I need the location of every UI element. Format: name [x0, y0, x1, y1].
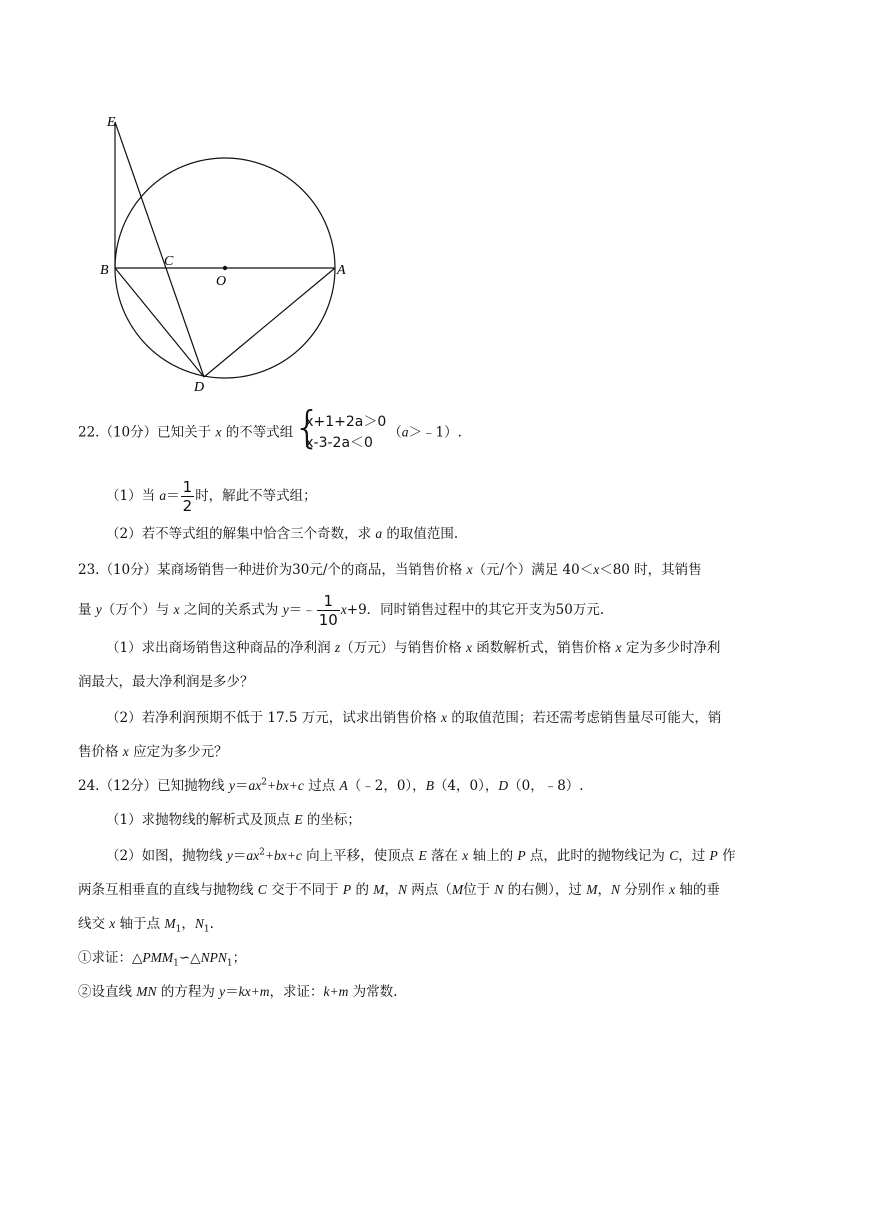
- q24-sub2-line2: [78, 878, 720, 898]
- q24-s2l3-b: 轴于点: [115, 916, 165, 932]
- q24-l1-e: （0，﹣8）.: [508, 778, 584, 794]
- q24-sub2-line3: [78, 912, 214, 935]
- q22-mid: 的不等式组: [221, 424, 294, 441]
- q23-sub2: [106, 706, 721, 726]
- label-b: B: [100, 263, 109, 278]
- q22-cond-pre: （: [388, 424, 402, 441]
- q24-sub2: [106, 844, 736, 864]
- frac-num: 1: [317, 592, 340, 611]
- q24-l1-D: D: [498, 778, 509, 793]
- q24-p2-eq: ＝: [225, 984, 239, 1000]
- frac-num: 1: [182, 478, 193, 496]
- q24-s2l2-e: 两点（: [407, 882, 452, 898]
- q23-s1-a: （1）求出商场销售这种商品的净利润: [106, 640, 335, 656]
- q23-s1-d: 定为多少时净利: [621, 640, 721, 656]
- segment-ed: [115, 122, 204, 377]
- q24-s1-E: E: [294, 812, 303, 827]
- q24-part1: [78, 946, 246, 969]
- q23-l2-a: 量: [78, 602, 96, 618]
- q23-s1-x2: x: [615, 640, 622, 655]
- q23-line2: [78, 592, 604, 629]
- q24-line1: [78, 774, 584, 794]
- q24-s2l3-x: x: [109, 916, 116, 931]
- q24-s2l2-j: 轴的垂: [675, 882, 720, 898]
- q22-cond-post: ＞﹣1）.: [408, 424, 462, 441]
- q24-p2-a: ②设直线: [78, 984, 137, 1000]
- q24-p1-b: ；: [232, 950, 247, 966]
- q22-s2-var: a: [375, 526, 383, 541]
- q24-s2-f: ，过: [678, 848, 710, 864]
- q24-p2-d: 为常数.: [348, 984, 398, 1000]
- q24-s2l2-b: 交于不同于: [266, 882, 343, 898]
- q23-s1-c: 函数解析式，销售价格: [471, 640, 616, 656]
- label-d: D: [194, 380, 205, 395]
- q24-s2l3-M1: 1: [175, 924, 182, 935]
- q24-s2-b: 向上平移，使顶点: [301, 848, 419, 864]
- q23-sub2-cont: [78, 740, 228, 760]
- frac-den: 10: [318, 611, 338, 629]
- q24-s2l3-N1: 1: [203, 924, 210, 935]
- q24-p1-sub1: 1: [173, 958, 179, 969]
- center-point: [223, 266, 227, 270]
- q22-s2-post: 的取值范围.: [382, 526, 459, 542]
- q24-s2-E: E: [418, 848, 427, 863]
- q23-s2-cont-b: 应定为多少元？: [128, 744, 228, 760]
- q24-s2-sq: 2: [259, 847, 265, 858]
- q23-s2-b: 的取值范围；若还需考虑销售量尽可能大，销: [447, 710, 722, 726]
- q24-s2-a: （2）如图，抛物线: [106, 848, 227, 864]
- q24-s2l3-d: .: [209, 916, 214, 932]
- q24-p1-PMM: PMM: [142, 950, 174, 965]
- q24-l1-eq: ＝: [234, 778, 249, 794]
- q24-s2l2-x: x: [669, 882, 676, 897]
- q23-sub1-cont: 润最大，最大净利润是多少？: [78, 674, 254, 690]
- q23-l2-d: ＝﹣: [288, 602, 316, 618]
- q22-lead: 22.（10分）已知关于: [78, 424, 216, 441]
- q23-l2-y2: y: [282, 602, 289, 617]
- q24-s1-a: （1）求抛物线的解析式及顶点: [106, 812, 295, 828]
- q24-p1-sub2: 1: [226, 958, 233, 969]
- label-o: O: [216, 274, 227, 289]
- q24-s2-ax: ax: [246, 848, 260, 863]
- q24-s2l2-N2: N: [494, 882, 504, 897]
- q24-l1-sq: 2: [261, 777, 267, 788]
- q22-var: x: [215, 424, 222, 440]
- q24-s2l3-c: ，: [181, 916, 195, 932]
- q23-l1-x: x: [466, 562, 473, 577]
- q24-l1-b: 过点: [303, 778, 340, 794]
- q23-l2-x: x: [173, 602, 180, 617]
- q22-s1-eq: ＝: [166, 488, 180, 504]
- q24-sub1: [106, 808, 361, 828]
- q24-l1-ax: ax: [248, 778, 262, 793]
- q23-s1-x: x: [465, 640, 472, 655]
- inequality-system: [293, 402, 387, 454]
- q24-p1-NPN: NPN: [200, 950, 227, 965]
- q24-s2-P2: P: [709, 848, 718, 863]
- q24-s1-b: 的坐标；: [302, 812, 361, 828]
- q23-l2-e: +9．同时销售过程中的其它开支为50万元.: [346, 602, 605, 618]
- q24-s2l2-d: ，: [384, 882, 398, 898]
- q23-l2-b: （万个）与: [101, 602, 174, 618]
- q24-s2l2-P: P: [342, 882, 352, 897]
- q23-l1-c: ＜80 时，其销售: [599, 562, 702, 578]
- q24-l1-B: B: [425, 778, 434, 793]
- q23-l1-x2: x: [593, 562, 600, 577]
- segment-bd: [115, 268, 204, 377]
- q23-s1-b: （万元）与销售价格: [340, 640, 466, 656]
- fraction-half: [181, 478, 195, 515]
- q23-l2-c: 之间的关系式为: [179, 602, 283, 618]
- q23-l1-a: 23.（10分）某商场销售一种进价为30元/个的商品，当销售价格: [78, 562, 467, 578]
- q24-s2l2-N: N: [398, 882, 408, 897]
- q23-s2-x: x: [441, 710, 448, 725]
- label-c: C: [164, 254, 174, 269]
- q24-p2-kx: kx+m: [238, 984, 270, 999]
- q24-s2-P: P: [517, 848, 526, 863]
- q24-s2l2-f: 位于: [463, 882, 495, 898]
- inequality-2: x-3-2a＜0: [305, 435, 373, 451]
- circle-diagram: [95, 108, 365, 398]
- q24-l1-y: y: [228, 778, 235, 793]
- q24-s2l2-M2: M: [451, 882, 464, 897]
- q22-sub1: [106, 478, 317, 515]
- q22-s2-pre: （2）若不等式组的解集中恰含三个奇数，求: [106, 526, 376, 542]
- q24-p1-a: ①求证：△: [78, 950, 143, 966]
- q23-s1-z: z: [334, 640, 341, 655]
- q24-s2l3-a: 线交: [78, 916, 110, 932]
- q24-s2l2-c: 的: [351, 882, 374, 898]
- q24-s2-c: 落在: [426, 848, 463, 864]
- q24-p2-MN: MN: [136, 984, 157, 999]
- q24-s2l2-a: 两条互相垂直的直线与抛物线: [78, 882, 258, 898]
- q23-s2-a: （2）若净利润预期不低于 17.5 万元，试求出销售价格: [106, 710, 442, 726]
- q23-s2-cont-x: x: [122, 744, 129, 759]
- q24-s2l3-N: N: [194, 916, 204, 931]
- q24-s2l2-N3: N: [610, 882, 620, 897]
- q24-l1-c: （﹣2，0），: [347, 778, 426, 794]
- q23-line1: [78, 558, 702, 578]
- q24-s2l2-g: 的右侧），过: [503, 882, 587, 898]
- q24-p1-sim: ∽△: [178, 950, 201, 966]
- q22-s1-var: a: [159, 488, 167, 503]
- frac-den: 2: [182, 497, 193, 515]
- q24-s2l2-M3: M: [586, 882, 598, 897]
- q24-l1-d: （4，0），: [433, 778, 499, 794]
- q24-l1-bxc: +bx+c: [266, 778, 304, 793]
- q23-sub1: [106, 636, 720, 656]
- q24-s2-d: 轴上的: [468, 848, 518, 864]
- geometry-figure: [95, 108, 365, 398]
- q22-sub2: [106, 522, 458, 542]
- q24-p2-c: ，求证：: [269, 984, 324, 1000]
- q24-s2-eq: ＝: [232, 848, 247, 864]
- q24-s2-y: y: [226, 848, 233, 863]
- label-a: A: [337, 263, 346, 278]
- q22-s1-post: 时，解此不等式组；: [195, 488, 317, 504]
- q24-s2l2-h: ，: [597, 882, 611, 898]
- inequality-1: x+1+2a＞0: [305, 414, 387, 430]
- label-e: E: [107, 115, 116, 130]
- q24-s2l2-i: 分别作: [619, 882, 670, 898]
- q22-cond-var: a: [401, 424, 409, 440]
- q24-s2l2-C: C: [257, 882, 267, 897]
- q24-s2-bxc: +bx+c: [264, 848, 302, 863]
- q24-s2-x: x: [462, 848, 469, 863]
- q23-l2-y: y: [95, 602, 102, 617]
- q23-l1-b: （元/个）满足 40＜: [472, 562, 594, 578]
- q24-s2l3-M: M: [164, 916, 176, 931]
- q23-s2-cont-a: 售价格: [78, 744, 123, 760]
- q24-l1-a: 24.（12分）已知抛物线: [78, 778, 229, 794]
- q22-s1-pre: （1）当: [106, 488, 160, 504]
- q24-s2l2-M: M: [373, 882, 385, 897]
- q22-stem: [78, 402, 462, 454]
- q23-l2-x3: x: [340, 602, 347, 617]
- q24-s2-C: C: [669, 848, 679, 863]
- q24-s2-e: 点，此时的抛物线记为: [525, 848, 670, 864]
- q24-p2-b: 的方程为: [156, 984, 220, 1000]
- fraction-tenth: [317, 592, 340, 629]
- q24-l1-A: A: [339, 778, 348, 793]
- q24-p2-km: k+m: [323, 984, 349, 999]
- q24-s2-g: 作: [717, 848, 736, 864]
- brace-icon: {: [293, 402, 322, 453]
- q24-p2-y: y: [219, 984, 226, 999]
- q24-part2: [78, 980, 397, 1000]
